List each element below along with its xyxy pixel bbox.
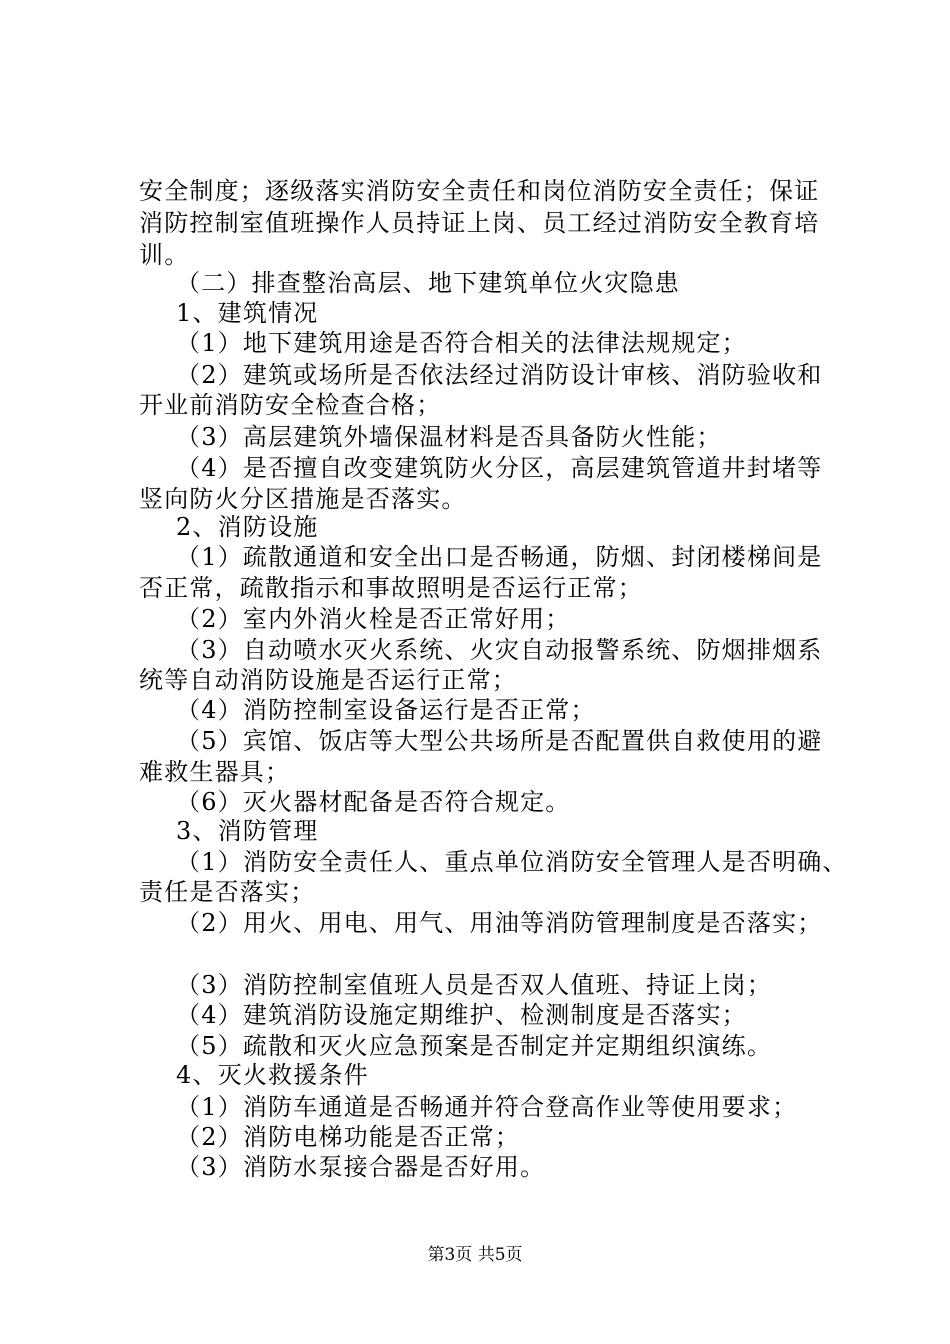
paragraph-line: 否正常，疏散指示和事故照明是否运行正常； (139, 574, 643, 602)
paragraph-line: （2）建筑或场所是否依法经过消防设计审核、消防验收和 (176, 361, 823, 389)
subsection-heading: 4、灭火救援条件 (176, 1061, 369, 1089)
paragraph-line: （5）疏散和灭火应急预案是否制定并定期组织演练。 (176, 1032, 773, 1060)
paragraph-line: （1）地下建筑用途是否符合相关的法律法规规定； (176, 329, 747, 357)
subsection-heading: 1、建筑情况 (176, 299, 319, 327)
subsection-heading: 2、消防设施 (176, 513, 319, 541)
paragraph-line: 训。 (139, 241, 190, 269)
paragraph-line: （3）自动喷水灭火系统、火灾自动报警系统、防烟排烟系 (176, 636, 823, 664)
paragraph-line: （4）建筑消防设施定期维护、检测制度是否落实； (176, 1001, 747, 1029)
paragraph-line: （2）室内外消火栓是否正常好用； (176, 605, 571, 633)
paragraph-line: （5）宾馆、饭店等大型公共场所是否配置供自救使用的避 (176, 727, 823, 755)
paragraph-line: （6）灭火器材配备是否符合规定。 (176, 788, 571, 816)
paragraph-line: 统等自动消防设施是否运行正常； (139, 666, 517, 694)
paragraph-line: （3）消防水泵接合器是否好用。 (176, 1153, 546, 1181)
paragraph-line: 开业前消防安全检查合格； (139, 391, 442, 419)
paragraph-line: 消防控制室值班操作人员持证上岗、员工经过消防安全教育培 (139, 209, 820, 237)
paragraph-line: （4）是否擅自改变建筑防火分区，高层建筑管道井封堵等 (176, 454, 823, 482)
paragraph-line: 安全制度；逐级落实消防安全责任和岗位消防安全责任；保证 (139, 177, 820, 205)
paragraph-line: （1）消防车通道是否畅通并符合登高作业等使用要求； (176, 1093, 798, 1121)
paragraph-line: （3）高层建筑外墙保温材料是否具备防火性能； (176, 423, 722, 451)
paragraph-line: （4）消防控制室设备运行是否正常； (176, 696, 596, 724)
section-heading: （二）排查整治高层、地下建筑单位火灾隐患 (176, 269, 680, 297)
page-footer: 第3页 共5页 (427, 1245, 523, 1265)
paragraph-line: （2）消防电梯功能是否正常； (176, 1123, 521, 1151)
subsection-heading: 3、消防管理 (176, 817, 319, 845)
paragraph-line: （1）疏散通道和安全出口是否畅通，防烟、封闭楼梯间是 (176, 543, 823, 571)
paragraph-line: （1）消防安全责任人、重点单位消防安全管理人是否明确、 (176, 848, 848, 876)
paragraph-line: （2）用火、用电、用气、用油等消防管理制度是否落实； (176, 909, 823, 937)
paragraph-line: 责任是否落实； (139, 878, 316, 906)
paragraph-line: 难救生器具； (139, 758, 291, 786)
paragraph-line: （3）消防控制室值班人员是否双人值班、持证上岗； (176, 971, 773, 999)
paragraph-line: 竖向防火分区措施是否落实。 (139, 485, 467, 513)
